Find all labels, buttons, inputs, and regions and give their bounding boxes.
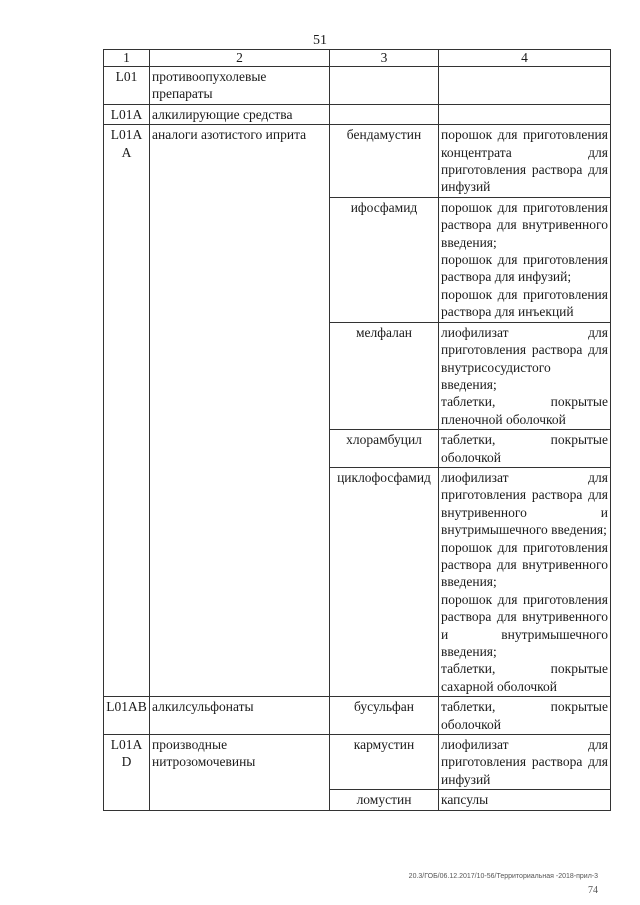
column-header: 2 <box>150 50 330 67</box>
dosage-form-cell <box>439 735 611 790</box>
anatomical-therapeutic-group-cell: противоопухолевые препараты <box>150 67 330 105</box>
dosage-form-text: таблетки, покрытые сахарной оболочкой <box>441 661 608 694</box>
dosage-form-text: порошок для приготовления раствора для внутривенного введения; <box>441 539 608 590</box>
drug-name-cell: хлорамбуцил <box>330 430 439 468</box>
drug-table <box>103 49 611 811</box>
dosage-form-cell <box>439 197 611 322</box>
table-row <box>104 735 611 790</box>
drug-name-cell: мелфалан <box>330 322 439 429</box>
dosage-form-cell <box>439 67 611 105</box>
dosage-form-cell <box>439 430 611 468</box>
drug-name-cell: ифосфамид <box>330 197 439 322</box>
dosage-form-text: лиофилизат для приготовления раствора для внутрисосудистого введения; <box>441 324 608 392</box>
drug-name-cell: бендамустин <box>330 125 439 198</box>
anatomical-therapeutic-group-cell: алкилирующие средства <box>150 104 330 124</box>
dosage-form-text: лиофилизат для приготовления раствора для внутривенного и внутримышечного введения; <box>441 469 608 538</box>
drug-name-cell <box>330 67 439 105</box>
dosage-form-text <box>441 68 608 85</box>
table-row <box>104 125 611 198</box>
anatomical-therapeutic-group-cell: аналоги азотистого иприта <box>150 125 330 697</box>
table-header-row <box>104 50 611 67</box>
dosage-form-cell <box>439 697 611 735</box>
column-header: 4 <box>439 50 611 67</box>
column-header: 1 <box>104 50 150 67</box>
dosage-form-text <box>441 106 608 123</box>
table-row <box>104 67 611 105</box>
dosage-form-text: порошок для приготовления раствора для внутривенного и внутримышечного введения; <box>441 591 608 659</box>
atc-code-cell: L01 <box>104 67 150 105</box>
atc-code-cell: L01AA <box>104 125 150 697</box>
dosage-form-text: порошок для приготовления раствора для инфузий; <box>441 252 608 285</box>
column-header: 3 <box>330 50 439 67</box>
dosage-form-text: лиофилизат для приготовления раствора для инфузий <box>441 737 608 787</box>
atc-code-cell: L01A <box>104 104 150 124</box>
dosage-form-text: таблетки, покрытые оболочкой <box>441 699 608 732</box>
dosage-form-cell <box>439 125 611 198</box>
dosage-form-text: порошок для приготовления раствора для внутривенного введения; <box>441 199 608 250</box>
footer-page-number: 74 <box>588 885 598 896</box>
dosage-form-text: порошок для приготовления концентрата для приготовления раствора для инфузий <box>441 127 608 195</box>
page-number: 51 <box>313 33 327 48</box>
table-row <box>104 104 611 124</box>
dosage-form-text: таблетки, покрытые пленочной оболочкой <box>441 394 608 427</box>
dosage-form-text: капсулы <box>441 792 489 808</box>
drug-name-cell <box>330 104 439 124</box>
anatomical-therapeutic-group-cell: производные нитрозомочевины <box>150 735 330 811</box>
anatomical-therapeutic-group-cell: алкилсульфонаты <box>150 697 330 735</box>
dosage-form-cell <box>439 467 611 696</box>
dosage-form-text: порошок для приготовления раствора для инъекций <box>441 286 608 320</box>
dosage-form-text: таблетки, покрытые оболочкой <box>441 432 608 465</box>
dosage-form-cell <box>439 790 611 810</box>
atc-code-cell: L01AD <box>104 735 150 811</box>
dosage-form-cell <box>439 322 611 429</box>
atc-code-cell: L01AB <box>104 697 150 735</box>
drug-name-cell: ломустин <box>330 790 439 810</box>
drug-name-cell: бусульфан <box>330 697 439 735</box>
dosage-form-cell <box>439 104 611 124</box>
footer-registry-note: 20.3/ГОБ/06.12.2017/10-56/Территориальная -2018-прил-3 <box>408 873 598 880</box>
table-row <box>104 697 611 735</box>
drug-name-cell: кармустин <box>330 735 439 790</box>
drug-name-cell: циклофосфамид <box>330 467 439 696</box>
